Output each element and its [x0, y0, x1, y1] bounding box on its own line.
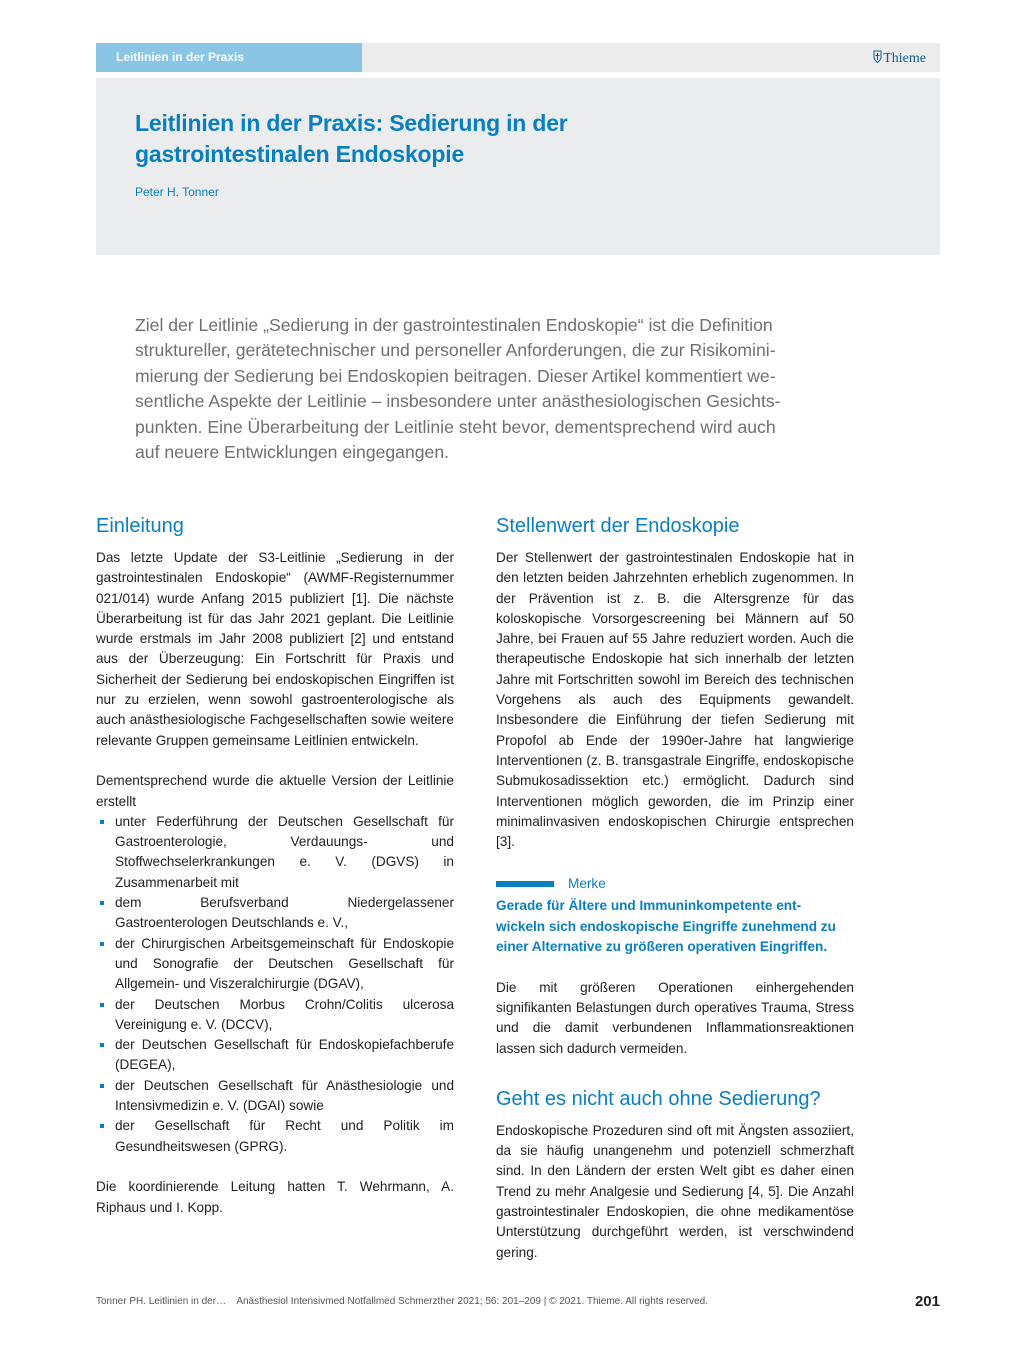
paragraph: Dementsprechend wurde die aktuelle Version der Leitlinie erstellt [96, 773, 454, 809]
list-item [96, 1035, 454, 1076]
list-item-text: der Gesellschaft für Recht und Politik im Gesundheitswesen (GPRG). [115, 1118, 454, 1154]
abstract-line: sentliche Aspekte der Leitlinie – insbesondere unter anästhesiologischen Gesichts- [135, 391, 781, 412]
left-column [96, 512, 454, 1218]
title-box [96, 78, 940, 255]
merke-box-text [496, 896, 854, 957]
section-heading-einleitung: Einleitung [96, 515, 184, 537]
paragraph: Die koordinierende Leitung hatten T. Wehrmann, A. Riphaus und I. Kopp. [96, 1179, 454, 1215]
paragraph: Endoskopische Prozeduren sind oft mit Ängsten assoziiert, da sie häufig unangenehm und potenziell schmerzhaft sind. In den Ländern der ersten Welt gibt es daher einen Trend zu mehr Analgesie und Sedierung [4, 5]. Die Anzahl gastrointestinaler Endoskopien, die ohne medikamentöse Unterstützung durchgeführt werden, ist verschwindend gering. [496, 1122, 854, 1260]
merke-line: wickeln sich endoskopische Eingriffe zunehmend zu [496, 918, 836, 934]
section-label: Leitlinien in der Praxis [96, 43, 362, 72]
thieme-shield-icon [873, 50, 882, 63]
list-item [96, 934, 454, 995]
paragraph-gap [96, 1157, 454, 1177]
list-item [96, 995, 454, 1036]
publisher-logo [873, 43, 926, 72]
right-column [496, 512, 854, 1263]
article-title-line: Leitlinien in der Praxis: Sedierung in der [135, 110, 568, 136]
list-item [96, 893, 454, 934]
merke-line: Gerade für Ältere und Immuninkompetente ent- [496, 898, 802, 914]
article-title-line: gastrointestinalen Endoskopie [135, 141, 465, 167]
list-item-text: der Deutschen Gesellschaft für Endoskopiefachberufe (DEGEA), [115, 1037, 454, 1073]
list-item-text: unter Federführung der Deutschen Gesellschaft für Gastroenterologie, Verdauungs- und Stoffwechselerkrankungen e. V. (DGVS) in Zusammenarbeit mit [115, 813, 454, 890]
merke-header [496, 874, 854, 896]
list-item [96, 1116, 454, 1157]
author: Peter H. Tonner [135, 185, 219, 199]
section-heading-ohne-sedierung: Geht es nicht auch ohne Sedierung? [496, 1087, 821, 1110]
footer-citation [96, 1296, 716, 1307]
page-number: 201 [914, 1293, 940, 1310]
publisher-name: Thieme [883, 51, 926, 66]
article-title [135, 108, 695, 170]
paragraph-gap [96, 751, 454, 771]
footer-citation-short: Tonner PH. Leitlinien in der… [96, 1296, 227, 1307]
bullet-icon [100, 1043, 104, 1047]
paragraph: Der Stellenwert der gastrointestinalen Endoskopie hat in den letzten beiden Jahrzehnten erheblich zugenommen. In der Prävention ist z. B. die Altersgrenze für das koloskopische Vorsorgescreening bei Männern auf 50 Jahre, bei Frauen auf 55 Jahre reduziert worden. Auch die therapeutische Endoskopie hat sich innerhalb der letzten Jahre mit Fortschritten sowohl im Bereich des technischen Vorgehens als auch des Equipments gewandelt. Insbesondere die Einführung der tiefen Sedierung mit Propofol ab Ende der 1990er-Jahre hat langwierige Interventionen (z. B. transgastrale Eingriffe, endoskopische Submukosadissektion etc.) ermöglicht. Dadurch sind Interventionen möglich geworden, die im Prinzip einer minimalinvasiven endoskopischen Chirurgie entsprechen [3]. [496, 550, 854, 850]
list-item-text: der Deutschen Gesellschaft für Anästhesiologie und Intensivmedizin e. V. (DGAI) sowie [115, 1077, 454, 1114]
bullet-icon [100, 1084, 104, 1088]
list-item [96, 812, 454, 893]
abstract-line: mierung der Sedierung bei Endoskopien beitragen. Dieser Artikel kommentiert we- [135, 365, 776, 386]
bullet-icon [100, 901, 104, 905]
section-heading-stellenwert: Stellenwert der Endoskopie [496, 515, 740, 537]
list-item-text: dem Berufsverband Niedergelassener Gastroenterologen Deutschlands e. V., [115, 895, 454, 931]
abstract-line: Ziel der Leitlinie „Sedierung in der gastrointestinalen Endoskopie“ ist die Definition [135, 315, 773, 335]
list-item [96, 1076, 454, 1117]
top-bar [96, 43, 940, 72]
society-list [96, 812, 454, 1157]
merke-bar-icon [496, 881, 554, 887]
abstract [135, 313, 825, 465]
abstract-line: punkten. Eine Überarbeitung der Leitlinie steht bevor, dementsprechend wird auch [135, 416, 776, 437]
bullet-icon [100, 942, 104, 946]
bullet-icon [100, 1003, 104, 1007]
paragraph: Das letzte Update der S3-Leitlinie „Sedierung in der gastrointestinalen Endoskopie“ (AWMF-Registernummer 021/014) wurde Anfang 2015 publiziert [1]. Die nächste Überarbeitung ist für das Jahr 2021 geplant. Die Leitlinie wurde erstmals im Jahr 2008 publiziert [2] und entstand aus der Überzeugung: Ein Fortschritt für Praxis und Sicherheit der Sedierung bei endoskopischen Eingriffen ist nur zu erzielen, wenn sowohl gastroenterologische als auch anästhesiologische Fachgesellschaften sowie weitere relevante Gruppen gemeinsame Leitlinien entwickeln. [96, 550, 454, 748]
bullet-icon [100, 1124, 104, 1128]
merke-label: Merke [568, 876, 606, 892]
footer-citation-full: Anästhesiol Intensivmed Notfallmed Schmerzther 2021; 56: 201–209 | © 2021. Thieme. All rights reserved. [236, 1296, 709, 1307]
paragraph: Die mit größeren Operationen einhergehenden signifikanten Belastungen durch operatives Trauma, Stress und die damit verbundenen Inflammationsreaktionen lassen sich dadurch vermeiden. [496, 979, 854, 1056]
bullet-icon [100, 820, 104, 824]
list-item-text: der Deutschen Morbus Crohn/Colitis ulcerosa Vereinigung e. V. (DCCV), [115, 996, 454, 1032]
abstract-line: struktureller, gerätetechnischer und personeller Anforderungen, die zur Risikomini- [135, 340, 776, 361]
list-item-text: der Chirurgischen Arbeitsgemeinschaft für Endoskopie und Sonografie der Deutschen Gesellschaft für Allgemein- und Viszeralchirurgie (DGAV), [115, 935, 454, 992]
merke-line: einer Alternative zu größeren operativen Eingriffen. [496, 939, 828, 955]
paragraph-gap [496, 957, 854, 977]
abstract-line: auf neuere Entwicklungen eingegangen. [135, 442, 449, 463]
